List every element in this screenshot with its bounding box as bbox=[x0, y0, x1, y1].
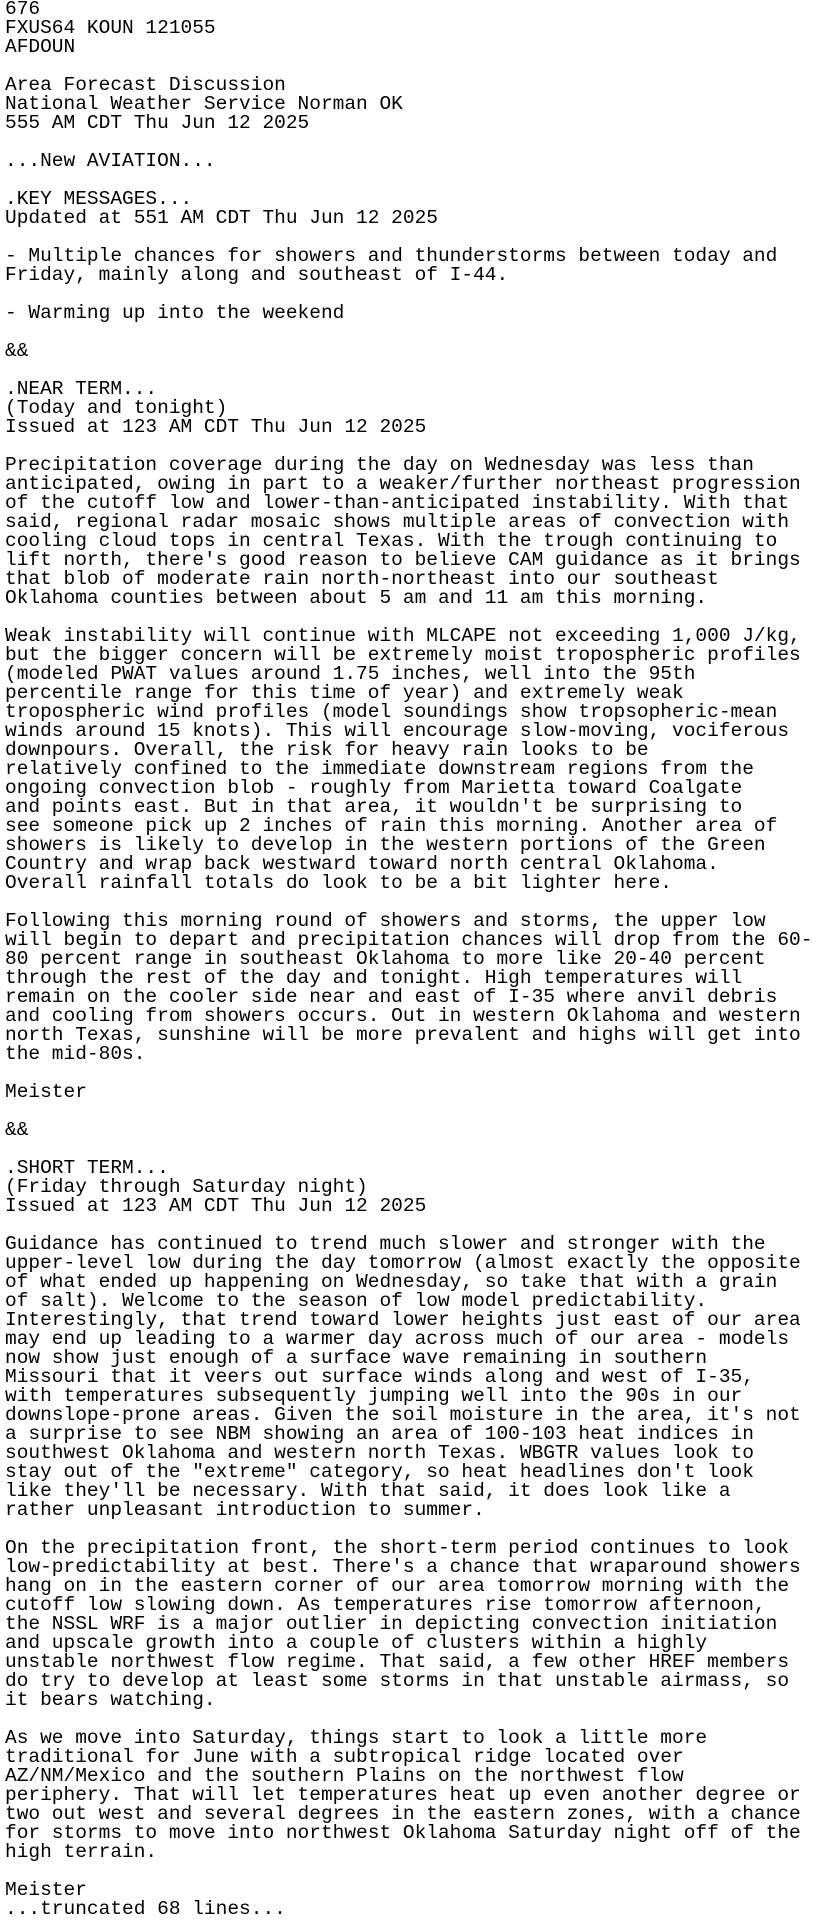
text-line: of salt). Welcome to the season of low model predictability. bbox=[5, 1290, 708, 1312]
text-line: Weak instability will continue with MLCAPE not exceeding 1,000 J/kg, bbox=[5, 625, 801, 647]
text-line: and upscale growth into a couple of clusters within a highly bbox=[5, 1632, 708, 1654]
text-line: lift north, there's good reason to believe CAM guidance as it brings bbox=[5, 549, 801, 571]
text-line: periphery. That will let temperatures heat up even another degree or bbox=[5, 1784, 801, 1806]
text-line: hang on in the eastern corner of our area tomorrow morning with the bbox=[5, 1575, 790, 1597]
text-line: (Friday through Saturday night) bbox=[5, 1176, 368, 1198]
text-line: Precipitation coverage during the day on Wednesday was less than bbox=[5, 454, 754, 476]
text-line: As we move into Saturday, things start to look a little more bbox=[5, 1727, 708, 1749]
text-line: unstable northwest flow regime. That said, a few other HREF members bbox=[5, 1651, 790, 1673]
text-line: Meister bbox=[5, 1879, 87, 1901]
text-line: with temperatures subsequently jumping well into the 90s in our bbox=[5, 1385, 743, 1407]
text-line: said, regional radar mosaic shows multiple areas of convection with bbox=[5, 511, 790, 533]
text-line: Country and wrap back westward toward north central Oklahoma. bbox=[5, 853, 719, 875]
text-line: upper-level low during the day tomorrow (almost exactly the opposite bbox=[5, 1252, 801, 1274]
text-line: National Weather Service Norman OK bbox=[5, 93, 403, 115]
text-line: ongoing convection blob - roughly from Marietta toward Coalgate bbox=[5, 777, 743, 799]
text-line: showers is likely to develop in the western portions of the Green bbox=[5, 834, 766, 856]
text-line: winds around 15 knots). This will encourage slow-moving, vociferous bbox=[5, 720, 790, 742]
text-line: downslope-prone areas. Given the soil moisture in the area, it's not bbox=[5, 1404, 801, 1426]
text-line: ...truncated 68 lines... bbox=[5, 1898, 286, 1920]
text-line: AFDOUN bbox=[5, 36, 76, 58]
text-line: 555 AM CDT Thu Jun 12 2025 bbox=[5, 112, 310, 134]
text-line: AZ/NM/Mexico and the southern Plains on the northwest flow bbox=[5, 1765, 684, 1787]
text-line: On the precipitation front, the short-term period continues to look bbox=[5, 1537, 790, 1559]
text-line: Overall rainfall totals do look to be a bit lighter here. bbox=[5, 872, 673, 894]
text-line: traditional for June with a subtropical ridge located over bbox=[5, 1746, 684, 1768]
text-line: Area Forecast Discussion bbox=[5, 74, 286, 96]
text-line: Issued at 123 AM CDT Thu Jun 12 2025 bbox=[5, 416, 427, 438]
text-line: remain on the cooler side near and east of I-35 where anvil debris bbox=[5, 986, 778, 1008]
text-line: southwest Oklahoma and western north Texas. WBGTR values look to bbox=[5, 1442, 754, 1464]
text-line: (Today and tonight) bbox=[5, 397, 228, 419]
text-line: .NEAR TERM... bbox=[5, 378, 158, 400]
text-line: downpours. Overall, the risk for heavy rain looks to be bbox=[5, 739, 649, 761]
text-line: 676 bbox=[5, 0, 41, 20]
text-line: relatively confined to the immediate downstream regions from the bbox=[5, 758, 754, 780]
text-line: Guidance has continued to trend much slower and stronger with the bbox=[5, 1233, 766, 1255]
text-line bbox=[5, 1064, 835, 1083]
text-line: Missouri that it veers out surface winds along and west of I-35, bbox=[5, 1366, 754, 1388]
text-line: the mid-80s. bbox=[5, 1043, 146, 1065]
text-line bbox=[5, 323, 835, 342]
text-line: rather unpleasant introduction to summer. bbox=[5, 1499, 485, 1521]
text-line: FXUS64 KOUN 121055 bbox=[5, 17, 216, 39]
text-line: stay out of the "extreme" category, so heat headlines don't look bbox=[5, 1461, 754, 1483]
text-line: anticipated, owing in part to a weaker/further northeast progression bbox=[5, 473, 801, 495]
text-line: may end up leading to a warmer day across much of our area - models bbox=[5, 1328, 790, 1350]
text-line: Interestingly, that trend toward lower heights just east of our area bbox=[5, 1309, 801, 1331]
text-line: but the bigger concern will be extremely moist tropospheric profiles bbox=[5, 644, 801, 666]
text-line: two out west and several degrees in the eastern zones, with a chance bbox=[5, 1803, 801, 1825]
text-line: now show just enough of a surface wave remaining in southern bbox=[5, 1347, 708, 1369]
text-line: will begin to depart and precipitation chances will drop from the 60- bbox=[5, 929, 813, 951]
text-line: like they'll be necessary. With that said, it does look like a bbox=[5, 1480, 731, 1502]
text-line: for storms to move into northwest Oklahoma Saturday night off of the bbox=[5, 1822, 801, 1844]
text-line: Oklahoma counties between about 5 am and 11 am this morning. bbox=[5, 587, 708, 609]
text-line: and cooling from showers occurs. Out in western Oklahoma and western bbox=[5, 1005, 801, 1027]
text-line: and points east. But in that area, it wouldn't be surprising to bbox=[5, 796, 743, 818]
text-line: Updated at 551 AM CDT Thu Jun 12 2025 bbox=[5, 207, 438, 229]
text-line: a surprise to see NBM showing an area of 100-103 heat indices in bbox=[5, 1423, 754, 1445]
text-line: - Multiple chances for showers and thunderstorms between today and bbox=[5, 245, 778, 267]
text-line: Issued at 123 AM CDT Thu Jun 12 2025 bbox=[5, 1195, 427, 1217]
text-line: && bbox=[5, 1119, 29, 1141]
text-line: see someone pick up 2 inches of rain this morning. Another area of bbox=[5, 815, 778, 837]
text-line: Following this morning round of showers and storms, the upper low bbox=[5, 910, 766, 932]
text-line: .KEY MESSAGES... bbox=[5, 188, 193, 210]
text-line: Meister bbox=[5, 1081, 87, 1103]
text-line: the NSSL WRF is a major outlier in depicting convection initiation bbox=[5, 1613, 778, 1635]
text-line: north Texas, sunshine will be more prevalent and highs will get into bbox=[5, 1024, 801, 1046]
text-line: (modeled PWAT values around 1.75 inches, well into the 95th bbox=[5, 663, 696, 685]
text-line: low-predictability at best. There's a chance that wraparound showers bbox=[5, 1556, 801, 1578]
text-line: that blob of moderate rain north-northeast into our southeast bbox=[5, 568, 719, 590]
text-line: && bbox=[5, 340, 29, 362]
text-line bbox=[5, 1862, 835, 1881]
text-line: do try to develop at least some storms in that unstable airmass, so bbox=[5, 1670, 790, 1692]
text-line: - Warming up into the weekend bbox=[5, 302, 345, 324]
text-line: through the rest of the day and tonight. High temperatures will bbox=[5, 967, 743, 989]
text-line: it bears watching. bbox=[5, 1689, 216, 1711]
text-line: of the cutoff low and lower-than-anticipated instability. With that bbox=[5, 492, 790, 514]
text-line: cutoff low slowing down. As temperatures rise tomorrow afternoon, bbox=[5, 1594, 766, 1616]
text-line: percentile range for this time of year) and extremely weak bbox=[5, 682, 684, 704]
text-line: cooling cloud tops in central Texas. With the trough continuing to bbox=[5, 530, 778, 552]
text-line: Friday, mainly along and southeast of I-44. bbox=[5, 264, 509, 286]
text-line: tropospheric wind profiles (model soundings show tropsopheric-mean bbox=[5, 701, 778, 723]
text-line: of what ended up happening on Wednesday, so take that with a grain bbox=[5, 1271, 778, 1293]
text-line: .SHORT TERM... bbox=[5, 1157, 169, 1179]
text-line bbox=[5, 1102, 835, 1121]
text-line: high terrain. bbox=[5, 1841, 158, 1863]
text-line: ...New AVIATION... bbox=[5, 150, 216, 172]
text-line: 80 percent range in southeast Oklahoma to more like 20-40 percent bbox=[5, 948, 766, 970]
